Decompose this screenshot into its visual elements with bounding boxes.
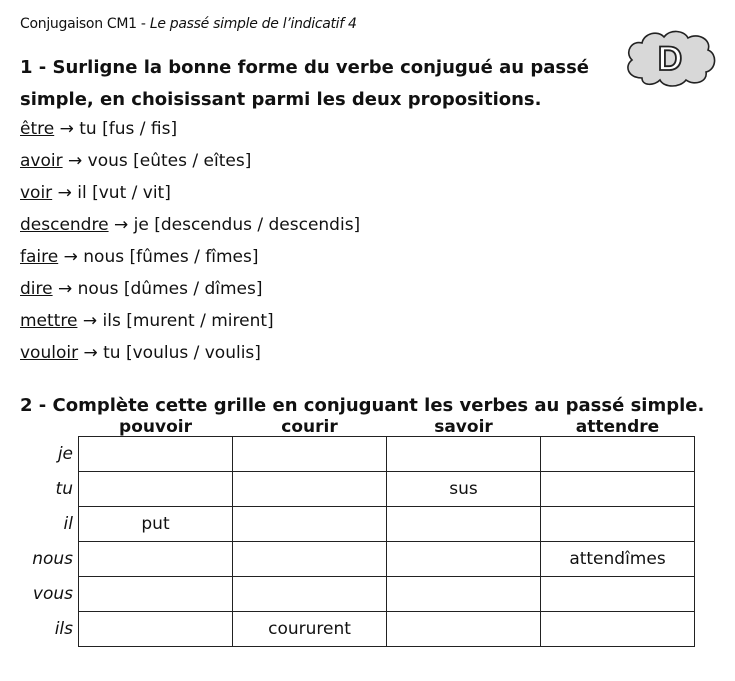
arrow-icon: → (82, 311, 98, 331)
exercise1-list (20, 113, 360, 369)
grid-cell[interactable] (79, 472, 233, 507)
grid-cell[interactable] (541, 437, 695, 472)
conjugation-choices[interactable]: il [vut / vit] (77, 183, 171, 203)
list-item (20, 145, 360, 177)
conjugation-choices[interactable]: ils [murent / mirent] (102, 311, 274, 331)
exercise1-title: 1 - Surligne la bonne forme du verbe conjugué au passé simple, en choisissant parmi les deux propositions. (20, 57, 589, 110)
header-title: Conjugaison CM1 - (20, 16, 150, 32)
grid-corner (18, 418, 79, 437)
arrow-icon: → (58, 279, 73, 299)
conjugation-choices[interactable]: nous [fûmes / fîmes] (83, 247, 259, 267)
grid-cell[interactable] (233, 507, 387, 542)
grid-cell[interactable] (387, 542, 541, 577)
list-item (20, 177, 360, 209)
table-row (18, 472, 695, 507)
infinitive-verb: descendre (20, 215, 109, 235)
grid-cell[interactable] (79, 612, 233, 647)
pronoun-label: ils (54, 619, 73, 639)
list-item (20, 337, 360, 369)
pronoun-label: tu (55, 479, 73, 499)
arrow-icon: → (113, 215, 129, 235)
arrow-icon: → (57, 183, 72, 203)
grid-cell[interactable] (541, 472, 695, 507)
arrow-icon: → (59, 119, 74, 139)
arrow-icon: → (83, 343, 98, 363)
conjugation-choices[interactable]: vous [eûtes / eîtes] (87, 151, 252, 171)
list-item (20, 209, 360, 241)
infinitive-verb: mettre (20, 311, 78, 331)
grid-cell[interactable] (541, 612, 695, 647)
list-item (20, 305, 360, 337)
pronoun-label: il (63, 514, 73, 534)
table-row (18, 612, 695, 647)
grid-cell[interactable] (233, 472, 387, 507)
infinitive-verb: vouloir (20, 343, 79, 363)
badge-letter: D (657, 40, 683, 78)
list-item (20, 273, 360, 305)
table-row (18, 507, 695, 542)
grid-cell[interactable] (387, 507, 541, 542)
grid-cell[interactable] (79, 437, 233, 472)
arrow-icon: → (68, 151, 83, 171)
grid-cell[interactable] (541, 577, 695, 612)
grid-cell[interactable]: sus (387, 472, 541, 507)
pronoun-label: je (57, 444, 73, 464)
grid-header-row (18, 418, 695, 437)
list-item (20, 113, 360, 145)
column-header: courir (281, 417, 338, 437)
infinitive-verb: être (20, 119, 55, 139)
pronoun-label: vous (32, 584, 73, 604)
grid-cell[interactable] (387, 577, 541, 612)
conjugation-choices[interactable]: tu [voulus / voulis] (103, 343, 261, 363)
infinitive-verb: dire (20, 279, 53, 299)
column-header: savoir (434, 417, 493, 437)
arrow-icon: → (63, 247, 78, 267)
level-badge-cloud-icon (620, 28, 720, 88)
table-row (18, 577, 695, 612)
grid-cell[interactable]: coururent (233, 612, 387, 647)
grid-cell[interactable]: attendîmes (541, 542, 695, 577)
list-item (20, 241, 360, 273)
infinitive-verb: voir (20, 183, 53, 203)
table-row (18, 437, 695, 472)
exercise2-title: 2 - Complète cette grille en conjuguant les verbes au passé simple. (20, 395, 705, 416)
infinitive-verb: faire (20, 247, 59, 267)
grid-cell[interactable] (79, 542, 233, 577)
grid-cell[interactable]: put (79, 507, 233, 542)
document-header (20, 16, 357, 32)
column-header: attendre (575, 417, 660, 437)
header-subtitle: Le passé simple de l’indicatif 4 (149, 16, 357, 32)
grid-cell[interactable] (387, 437, 541, 472)
table-row (18, 542, 695, 577)
grid-cell[interactable] (387, 612, 541, 647)
conjugation-choices[interactable]: tu [fus / fis] (79, 119, 178, 139)
column-header: pouvoir (119, 417, 192, 437)
grid-cell[interactable] (233, 542, 387, 577)
conjugation-choices[interactable]: je [descendus / descendis] (133, 215, 361, 235)
conjugation-grid (18, 418, 695, 647)
grid-cell[interactable] (541, 507, 695, 542)
infinitive-verb: avoir (20, 151, 63, 171)
grid-cell[interactable] (233, 437, 387, 472)
grid-cell[interactable] (233, 577, 387, 612)
conjugation-choices[interactable]: nous [dûmes / dîmes] (77, 279, 263, 299)
grid-cell[interactable] (79, 577, 233, 612)
pronoun-label: nous (32, 549, 73, 569)
